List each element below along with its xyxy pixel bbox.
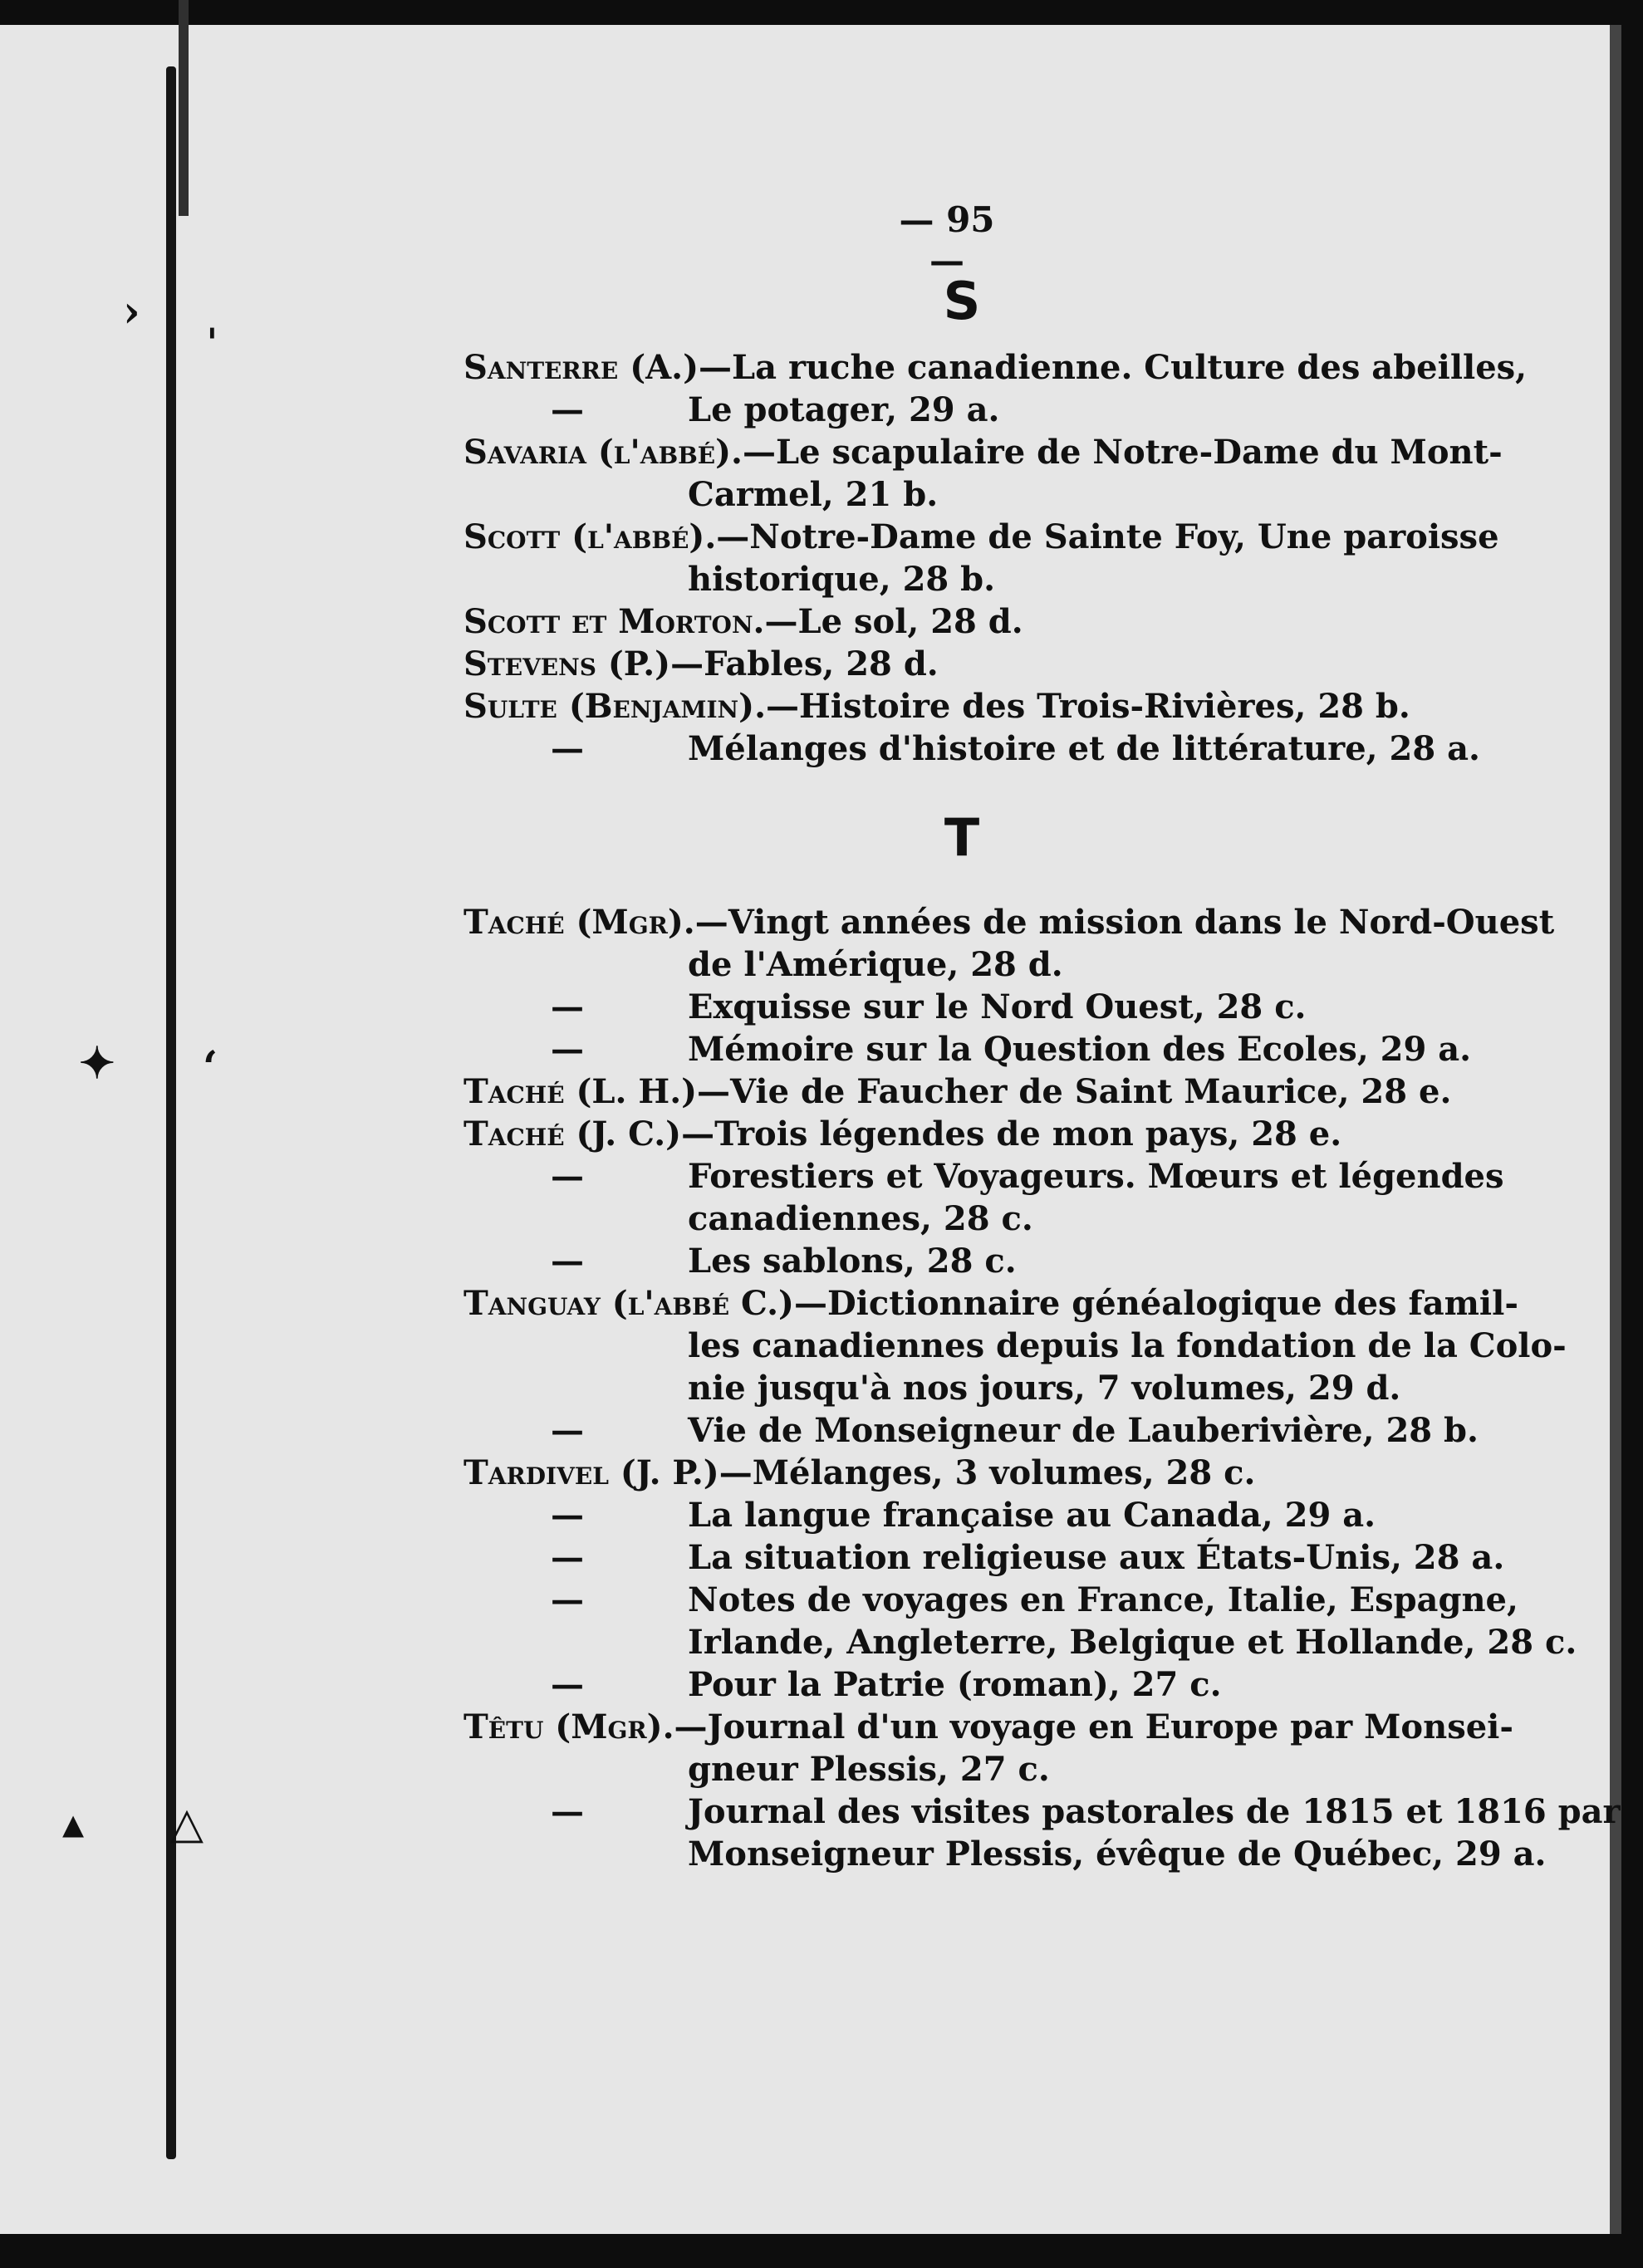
ditto-dash: — [551,1538,584,1577]
binding-mark: △ [170,1798,204,1849]
ditto-dash: — [551,1580,584,1619]
sub-entry-line [463,986,1460,1028]
index-entry [463,1282,1567,1452]
ditto-dash: — [551,1242,584,1281]
index-content [463,189,1621,1875]
binding-mark: ʻ [203,1042,218,1093]
entry-line [463,1113,1460,1155]
ditto-dash: — [551,1792,584,1831]
entry-continuation: gneur Plessis, 27 c. [688,1750,1050,1789]
entry-line [463,1325,1567,1367]
author-name: Taché (J. C.) [463,1114,682,1154]
index-entry [463,1706,1621,1875]
index-entry [463,431,1503,516]
sub-entry-title: canadiennes, 28 c. [688,1199,1033,1238]
entry-line [463,1367,1460,1409]
entry-title: —Dictionnaire généalogique des famil- [793,1284,1518,1323]
index-entry [463,600,1460,643]
sub-entry-line [463,1833,1547,1875]
binding-edge [179,0,189,216]
sub-entry-line [463,1198,1460,1240]
binding-mark: › [123,287,140,337]
entry-title: —Fables, 28 d. [670,644,939,683]
index-entry [463,516,1499,600]
entry-line [463,346,1528,389]
section-heading: T [944,807,980,868]
index-entry [463,643,1460,685]
sub-entry-line [463,1579,1518,1621]
index-entry [463,1113,1504,1282]
sub-entry-title: Mémoire sur la Question des Ecoles, 29 a. [688,1030,1472,1069]
ditto-dash: — [551,1665,584,1704]
author-name: Tardivel (J. P.) [463,1453,719,1492]
entry-line [463,1070,1460,1113]
author-name: Tanguay (l'abbé C.) [463,1284,794,1323]
binding-mark: ✦ [79,1038,115,1089]
sub-entry-title: Pour la Patrie (roman), 27 c. [688,1665,1222,1704]
sub-entry-title: Le potager, 29 a. [688,390,1000,429]
entry-continuation: de l'Amérique, 28 d. [688,945,1063,984]
entry-title: —Le scapulaire de Notre-Dame du Mont- [742,433,1503,472]
entry-continuation: Carmel, 21 b. [688,475,939,514]
page-number: — 95 — [899,199,995,281]
section-heading: S [943,271,981,331]
entry-title: —Notre-Dame de Sainte Foy, Une paroisse [716,517,1499,556]
entry-title: —Trois légendes de mon pays, 28 e. [681,1114,1342,1154]
entry-line [463,685,1460,727]
author-name: Taché (Mgr). [463,903,695,942]
index-entry [463,1070,1460,1113]
sub-entry-line [463,727,1480,770]
sub-entry-line [463,1240,1460,1282]
author-name: Sulte (Benjamin). [463,687,766,726]
entry-title: —La ruche canadienne. Culture des abeilles, [699,348,1528,387]
binding-mark: ˌ [206,295,218,345]
entry-continuation: nie jusqu'à nos jours, 7 volumes, 29 d. [688,1369,1401,1408]
sub-entry-title: Notes de voyages en France, Italie, Espagne, [688,1580,1518,1619]
ditto-dash: — [551,729,584,768]
sub-entry-line [463,1155,1504,1198]
ditto-dash: — [551,987,584,1026]
sub-entry-title: Mélanges d'histoire et de littérature, 28 a. [688,729,1480,768]
author-name: Stevens (P.) [463,644,671,683]
page-edge [1610,25,1621,2234]
entry-line [463,643,1460,685]
author-name: Scott et Morton. [463,602,765,641]
sub-entry-title: Journal des visites pastorales de 1815 et 1816 par [688,1792,1621,1831]
index-entry [463,1452,1577,1706]
sub-entry-line [463,1494,1460,1536]
sub-entry-title: La situation religieuse aux États-Unis, 28 a. [688,1538,1505,1577]
sub-entry-title: Monseigneur Plessis, évêque de Québec, 29 a. [688,1834,1547,1874]
sub-entry-title: La langue française au Canada, 29 a. [688,1496,1376,1535]
entry-title: —Journal d'un voyage en Europe par Monsei- [674,1707,1513,1746]
sub-entry-title: Forestiers et Voyageurs. Mœurs et légendes [688,1157,1504,1196]
ditto-dash: — [551,1157,584,1196]
entry-line [463,1282,1518,1325]
entry-line [463,558,1460,600]
entry-title: —Vie de Faucher de Saint Maurice, 28 e. [697,1072,1452,1111]
sub-entry-title: Irlande, Angleterre, Belgique et Hollande, 28 c. [688,1623,1577,1662]
index-entry [463,346,1528,431]
ditto-dash: — [551,1411,584,1450]
sub-entry-title: Vie de Monseigneur de Lauberivière, 28 b. [688,1411,1479,1450]
sub-entry-line [463,1409,1479,1452]
ditto-dash: — [551,1496,584,1535]
ditto-dash: — [551,1030,584,1069]
binding-mark: ▴ [62,1798,85,1849]
index-entry [463,685,1480,770]
sub-entry-line [463,389,1460,431]
entry-line [463,473,1460,516]
sub-entry-line [463,1663,1460,1706]
entry-continuation: historique, 28 b. [688,560,996,599]
entry-line [463,1706,1513,1748]
sub-entry-title: Exquisse sur le Nord Ouest, 28 c. [688,987,1307,1026]
entry-continuation: les canadiennes depuis la fondation de la Colo- [688,1326,1567,1365]
author-name: Santerre (A.) [463,348,699,387]
author-name: Savaria (l'abbé). [463,433,743,472]
entry-line [463,431,1503,473]
sub-entry-title: Les sablons, 28 c. [688,1242,1017,1281]
entry-title: —Mélanges, 3 volumes, 28 c. [719,1453,1256,1492]
sub-entry-line [463,1790,1621,1833]
sub-entry-line [463,1536,1505,1579]
sub-entry-line [463,1028,1472,1070]
author-name: Scott (l'abbé). [463,517,717,556]
author-name: Taché (L. H.) [463,1072,698,1111]
entry-line [463,1748,1460,1790]
entry-line [463,943,1460,986]
entry-line [463,901,1555,943]
entry-line [463,1452,1460,1494]
entry-line [463,516,1499,558]
ditto-dash: — [551,390,584,429]
author-name: Têtu (Mgr). [463,1707,674,1746]
entry-title: —Histoire des Trois-Rivières, 28 b. [766,687,1410,726]
entry-title: —Vingt années de mission dans le Nord-Ouest [694,903,1555,942]
index-entry [463,901,1555,1070]
entry-line [463,600,1460,643]
entry-title: —Le sol, 28 d. [764,602,1023,641]
sub-entry-line [463,1621,1577,1663]
